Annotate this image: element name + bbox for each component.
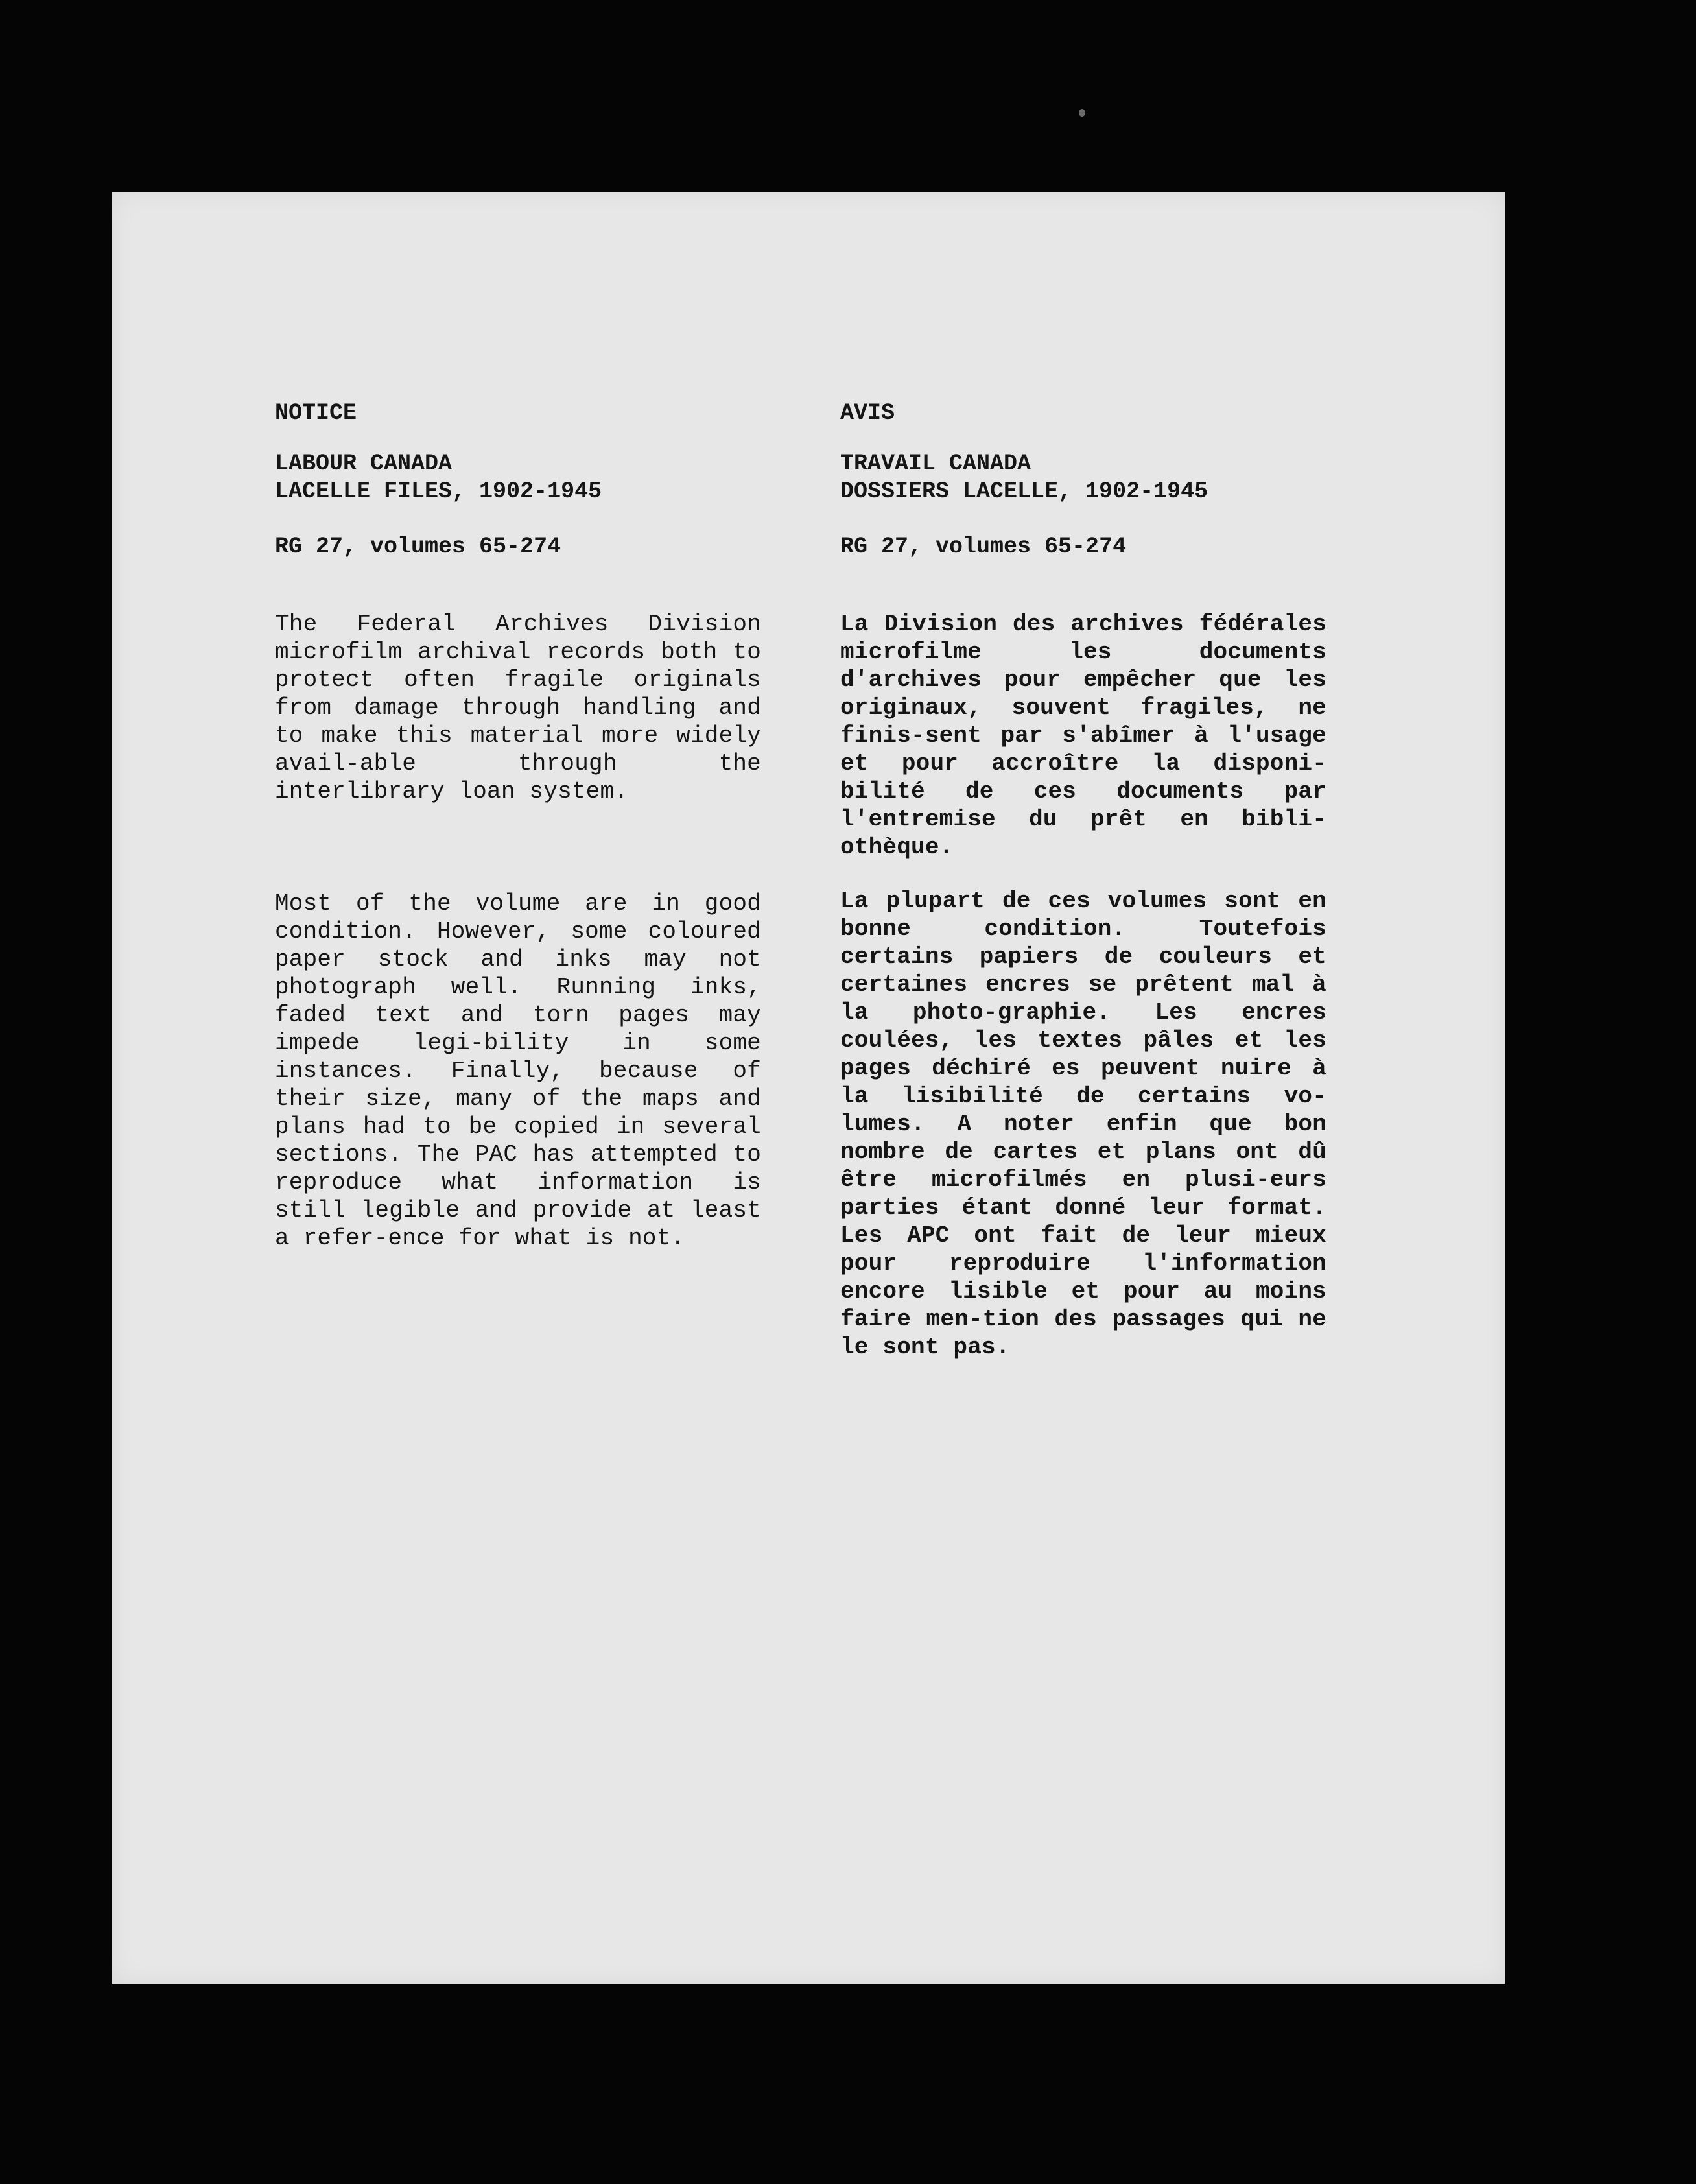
document-page	[112, 192, 1505, 1984]
english-org-line2: LACELLE FILES, 1902-1945	[275, 479, 602, 504]
avis-heading: AVIS	[840, 400, 895, 426]
french-paragraph-2: La plupart de ces volumes sont en bonne condition. Toutefois certains papiers de couleurs et certaines encres se prêtent mal à la photo-graphie. Les encres coulées, les textes pâles et les pages déchiré es peuvent nuire à la lisibilité de certains vo-lumes. A noter enfin que bon nombre de cartes et plans ont dû être microfilmés en plusi-eurs parties étant donné leur format. Les APC ont fait de leur mieux pour reproduire l'information encore lisible et pour au moins faire men-tion des passages qui ne le sont pas.	[840, 888, 1326, 1360]
english-column	[275, 399, 761, 1252]
english-paragraph-1: The Federal Archives Division microfilm archival records both to protect often fragile originals from damage through handling and to make this material more widely avail-able through the interlibrary loan system.	[275, 611, 761, 805]
french-org-line2: DOSSIERS LACELLE, 1902-1945	[840, 479, 1208, 504]
french-organization	[840, 450, 1326, 506]
english-reference: RG 27, volumes 65-274	[275, 534, 561, 560]
french-reference: RG 27, volumes 65-274	[840, 534, 1127, 560]
french-paragraph-1: La Division des archives fédérales microfilme les documents d'archives pour empêcher que les originaux, souvent fragiles, ne finis-sent par s'abîmer à l'usage et pour accroître la disponi-bilité de ces documents par l'entremise du prêt en bibli-othèque.	[840, 611, 1326, 861]
english-paragraph-2: Most of the volume are in good condition. However, some coloured paper stock and inks may not photograph well. Running inks, faded text and torn pages may impede legi-bility in some instances. Finally, because of their size, many of the maps and plans had to be copied in several sections. The PAC has attempted to reproduce what information is still legible and provide at least a refer-ence for what is not.	[275, 890, 761, 1252]
notice-heading: NOTICE	[275, 400, 357, 426]
english-organization	[275, 450, 761, 506]
film-speck	[1079, 109, 1085, 117]
english-org-line1: LABOUR CANADA	[275, 451, 453, 477]
french-column	[840, 399, 1326, 1361]
french-org-line1: TRAVAIL CANADA	[840, 451, 1031, 477]
